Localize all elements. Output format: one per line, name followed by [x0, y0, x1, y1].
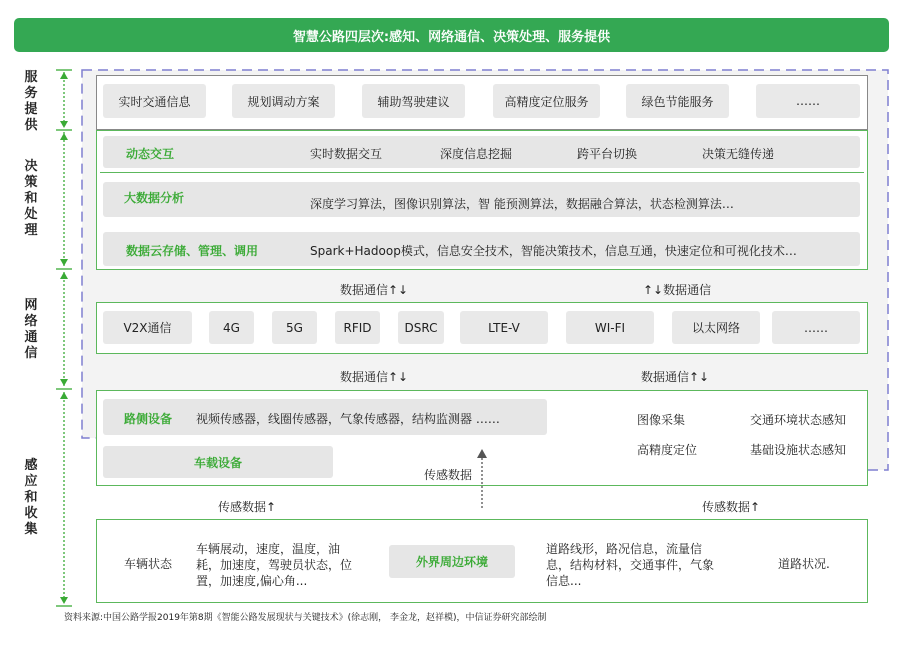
network-item: LTE-V [460, 311, 548, 344]
dynamic-item: 决策无缝传递 [702, 147, 775, 161]
service-item: 辅助驾驶建议 [362, 84, 465, 118]
service-item: 规划调动方案 [232, 84, 335, 118]
layer-label-sensing: 感 应 和 收 集 [24, 457, 38, 537]
data-comm-upper-right: ↑↓数据通信 [643, 283, 712, 297]
vehicle-state-desc: 车辆展动，速度，温度，油耗，加速度，驾驶员状态，位置，加速度,偏心角... [196, 542, 353, 588]
external-environment-center [389, 545, 515, 578]
data-comm-lower-right: 数据通信↑↓ [641, 370, 710, 384]
network-item: …… [772, 311, 860, 344]
service-item: 实时交通信息 [103, 84, 206, 118]
layer-bracket-arrows [52, 66, 78, 610]
external-environment-label: 外界周边环境 [415, 555, 488, 569]
road-condition-desc: 道路线形，路况信息，流量信息，结构材料，交通事件，气象信息... [546, 542, 715, 588]
sensing-item: 图像采集 [637, 413, 686, 427]
network-item: V2X通信 [103, 311, 192, 344]
vehicle-device-row [103, 446, 333, 478]
dynamic-item: 跨平台切换 [577, 147, 638, 161]
dynamic-interaction-label: 动态交互 [126, 147, 175, 161]
service-item: …… [756, 84, 860, 118]
roadside-device-label: 路侧设备 [124, 412, 173, 426]
network-item: WI-FI [566, 311, 654, 344]
data-comm-lower-left: 数据通信↑↓ [340, 370, 409, 384]
sensing-item: 交通环境状态感知 [750, 413, 847, 427]
sensor-data-left: 传感数据↑ [218, 500, 277, 514]
network-item: 5G [272, 311, 317, 344]
source-note: 资料来源:中国公路学报2019年第8期《智能公路发展现状与关键技术》(徐志刚， 李金龙，赵祥模)，中信证券研究部绘制 [64, 613, 547, 623]
roadside-device-desc: 视频传感器，线圈传感器，气象传感器，结构监测器 …… [196, 412, 500, 426]
data-comm-upper-left: 数据通信↑↓ [340, 283, 409, 297]
service-layer-box [96, 75, 868, 130]
layer-label-network: 网 络 通 信 [24, 298, 38, 361]
bigdata-label: 大数据分析 [124, 191, 185, 205]
sensing-item: 高精度定位 [637, 443, 698, 457]
service-item: 高精度定位服务 [493, 84, 600, 118]
vehicle-state-label: 车辆状态 [124, 557, 173, 571]
dynamic-item: 深度信息挖掘 [440, 147, 513, 161]
sensing-item: 基础设施状态感知 [750, 443, 847, 457]
bigdata-desc: 深度学习算法，图像识别算法，智 能预测算法，数据融合算法，状态检测算法… [310, 197, 734, 211]
diagram-title: 智慧公路四层次:感知、网络通信、决策处理、服务提供 [14, 18, 889, 52]
service-item: 绿色节能服务 [626, 84, 729, 118]
sensor-data-up-arrow [474, 446, 490, 514]
cloud-storage-label: 数据云存储、管理、调用 [126, 244, 259, 258]
network-item: 以太网络 [672, 311, 760, 344]
vehicle-device-label: 车载设备 [193, 455, 242, 470]
layer-label-decision: 决 策 和 处 理 [24, 159, 38, 238]
dynamic-item: 实时数据交互 [310, 147, 383, 161]
sensor-data-mid: 传感数据 [424, 468, 473, 482]
sensor-data-right: 传感数据↑ [702, 500, 761, 514]
network-item: 4G [209, 311, 254, 344]
network-item: RFID [335, 311, 380, 344]
road-state-label: 道路状况. [778, 557, 830, 571]
cloud-storage-desc: Spark+Hadoop模式，信息安全技术，智能决策技术，信息互通，快速定位和可视化技术… [310, 244, 797, 258]
decision-divider [100, 172, 864, 173]
network-item: DSRC [398, 311, 444, 344]
layer-label-service: 服 务 提 供 [24, 70, 38, 133]
